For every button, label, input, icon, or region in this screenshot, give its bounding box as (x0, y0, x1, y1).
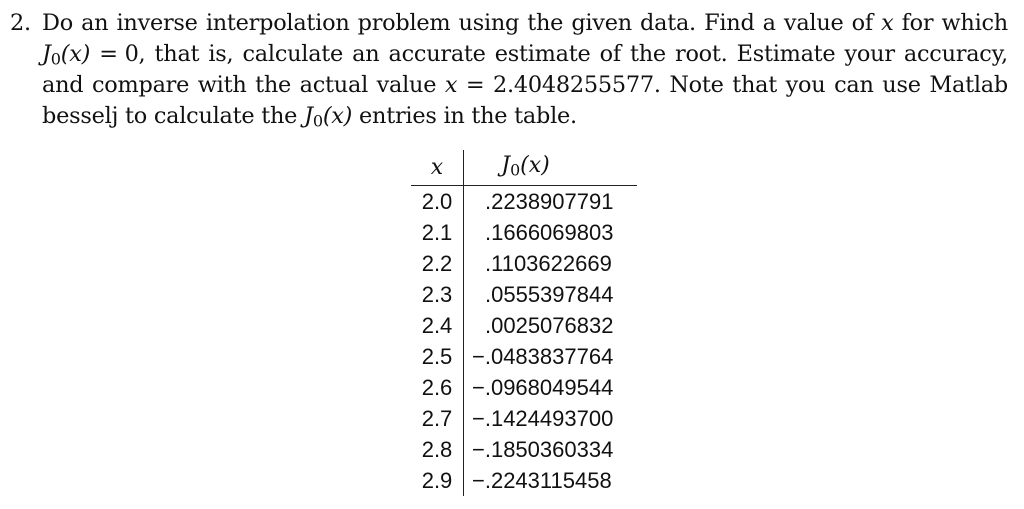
problem-number: 2. (10, 10, 31, 36)
cell-x: 2.1 (411, 217, 464, 248)
table-row (411, 341, 637, 372)
cell-j0: .1666069803 (485, 220, 614, 246)
cell-x: 2.0 (411, 186, 464, 218)
table-row (411, 310, 637, 341)
table-row (411, 372, 637, 403)
math-variable-x: x (881, 10, 894, 36)
word: use (882, 72, 921, 98)
word: interpolation (205, 10, 350, 36)
word: estimate (494, 41, 591, 67)
word: Do (42, 10, 73, 36)
cell-x: 2.2 (411, 248, 464, 279)
cell-j0: .0555397844 (485, 282, 614, 308)
cell-x: 2.7 (411, 403, 464, 434)
problem-line-4 (42, 101, 577, 137)
problem-line-1 (42, 8, 1008, 39)
cell-j0: −.1850360334 (472, 437, 614, 463)
table-row (411, 434, 637, 465)
cell-j0: .0025076832 (485, 313, 614, 339)
word: value (783, 10, 844, 36)
cell-j0: −.0968049544 (472, 375, 614, 401)
word: problem (357, 10, 451, 36)
word: can (834, 72, 874, 98)
cell-x: 2.3 (411, 279, 464, 310)
word: that (732, 72, 778, 98)
cell-j0: .2238907791 (485, 189, 614, 215)
word: which (941, 10, 1008, 36)
actual-root-value: 2.4048255577. (493, 72, 661, 98)
text-segment: besselj to calculate the (42, 103, 298, 129)
word: of (851, 10, 873, 36)
word: the (527, 10, 564, 36)
word: the (255, 72, 292, 98)
word: compare (91, 72, 190, 98)
column-header-j0: $J_0(x)$ (464, 150, 638, 186)
column-header-x: x (411, 150, 464, 186)
table-row (411, 465, 637, 496)
word: an (81, 10, 109, 36)
word: for (901, 10, 934, 36)
table-row (411, 279, 637, 310)
word: actual (299, 72, 368, 98)
cell-x: 2.8 (411, 434, 464, 465)
word: data. (640, 10, 696, 36)
word: your (844, 41, 895, 67)
table-row (411, 186, 637, 218)
table-row (411, 217, 637, 248)
equation-text: = 0, (99, 41, 146, 67)
word: given (571, 10, 632, 36)
word: root. (674, 41, 728, 67)
word: of (599, 41, 621, 67)
bessel-data-table (411, 150, 637, 496)
word: Find (704, 10, 755, 36)
math-variable-x: x (444, 72, 458, 98)
cell-j0: −.1424493700 (472, 406, 614, 432)
word: inverse (116, 10, 198, 36)
cell-x: 2.9 (411, 465, 464, 496)
word: calculate (242, 41, 344, 67)
word: that (154, 41, 200, 67)
word: and (42, 72, 84, 98)
cell-x: 2.5 (411, 341, 464, 372)
cell-x: 2.6 (411, 372, 464, 403)
word: accuracy, (903, 41, 1008, 67)
math-j0-of-x: $J_0(x)$ (42, 41, 91, 69)
word: Matlab (929, 72, 1008, 98)
word: accurate (388, 41, 486, 67)
word: a (762, 10, 776, 36)
math-j0-of-x: $J_0(x)$ (304, 103, 353, 131)
word: an (352, 41, 380, 67)
text-segment: entries in the table. (359, 103, 577, 129)
table-row (411, 403, 637, 434)
word: the (629, 41, 666, 67)
table-row (411, 248, 637, 279)
equals-sign: = (465, 72, 485, 98)
cell-j0: −.2243115458 (472, 468, 612, 494)
cell-x: 2.4 (411, 310, 464, 341)
word: Note (669, 72, 724, 98)
word: with (197, 72, 247, 98)
cell-j0: .1103622669 (485, 251, 612, 277)
cell-j0: −.0483837764 (472, 344, 614, 370)
word: value (376, 72, 437, 98)
word: using (458, 10, 520, 36)
problem-line-3 (42, 70, 1008, 101)
word: you (785, 72, 826, 98)
word: is, (208, 41, 234, 67)
table-header-row (411, 150, 637, 186)
word: Estimate (736, 41, 836, 67)
